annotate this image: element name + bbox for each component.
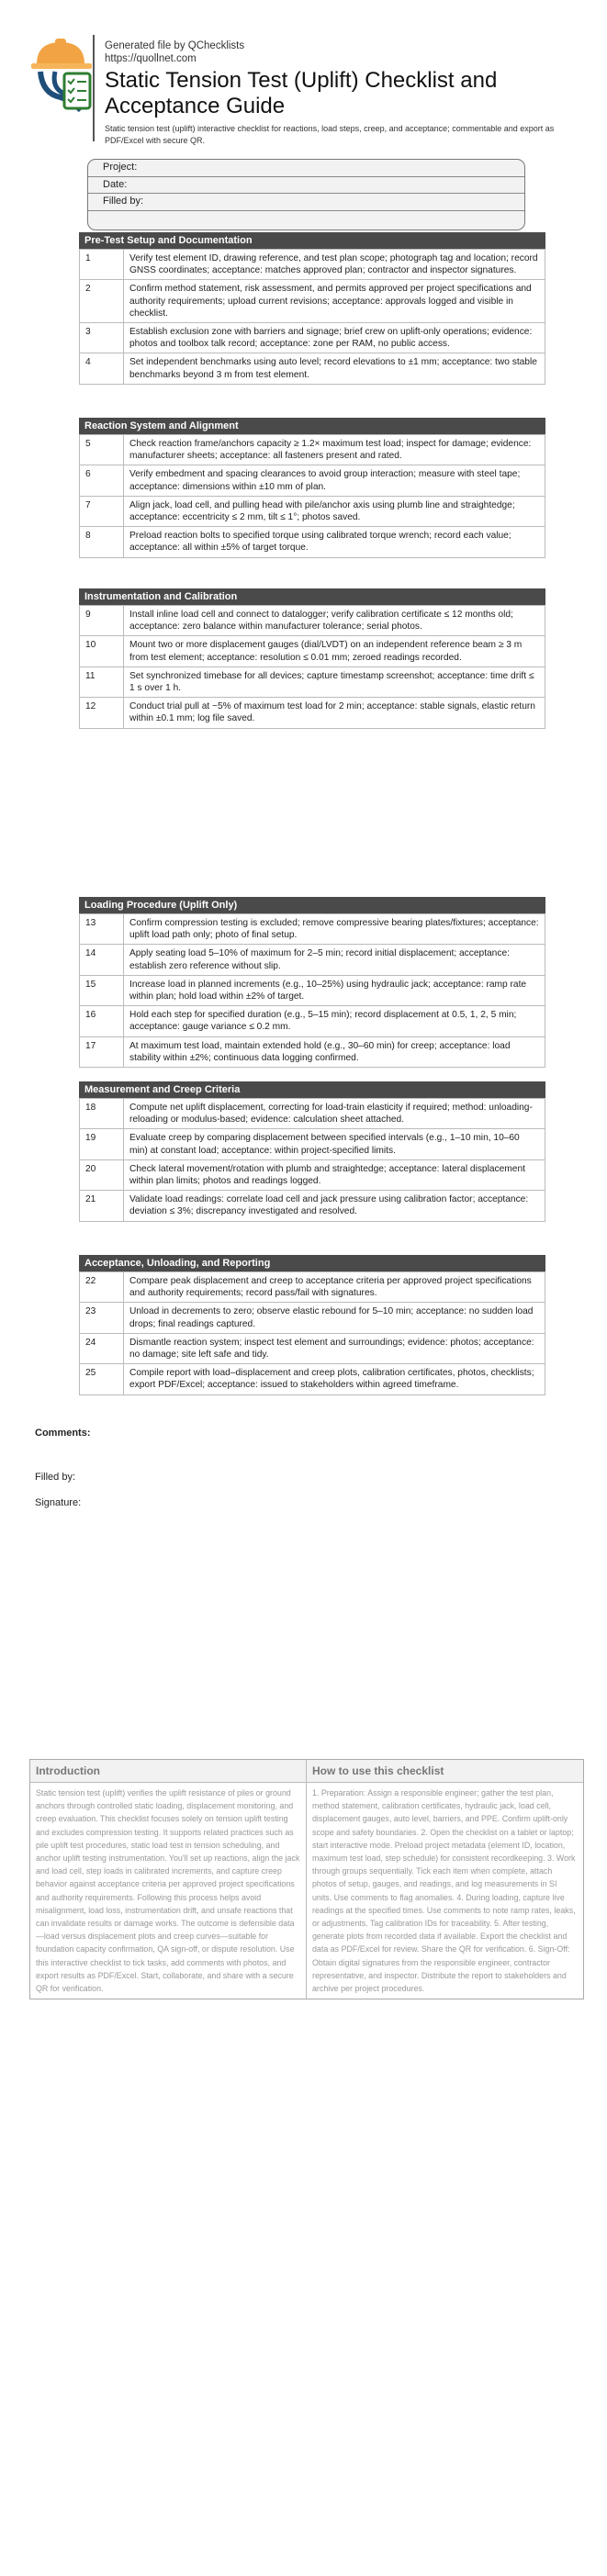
item-text: Check reaction frame/anchors capacity ≥ 1.2× maximum test load; inspect for damage; evidence: manufacturer sheets; acceptance: all fasteners present and rated. [124, 435, 545, 465]
item-number: 22 [80, 1272, 124, 1303]
section-header: Instrumentation and Calibration [79, 588, 545, 605]
item-number: 13 [80, 914, 124, 945]
checklist-section [79, 1081, 545, 1222]
item-text: Validate load readings: correlate load cell and jack pressure using calibration factor; acceptance: deviation ≤ 3%; discrepancy investigated and resolved. [124, 1191, 545, 1221]
item-text: Apply seating load 5–10% of maximum for 2–5 min; record initial displacement; acceptance: establish zero reference without slip. [124, 945, 545, 975]
how-to-use-text: 1. Preparation: Assign a responsible engineer; gather the test plan, method statement, calibration certificates, hydraulic jack, load cell, displacement gauges, auto level, barriers, and PPE. Confirm uplift-only scope and safety boundaries. 2. Open the checklist on a tablet or laptop; start interactive mode. Preload project metadata (element ID, location, maximum test load, step schedule) for consistent recordkeeping. 3. Work through groups sequentially. Tick each item when complete, attach photos of setup, gauges, and readings, and log measurements in SI units. Use comments to flag anomalies. 4. During loading, capture live readings at the specified times. Use comments to note ramp rates, leaks, or adjustments. Tag calibration IDs for traceability. 5. After testing, generate plots from recorded data if available. Export the checklist and data as PDF/Excel for review. Share the QR for verification. 6. Sign-Off: Obtain digital signatures from the responsible engineer, contractor representative, and inspector. Distribute the report to stakeholders and archive per project procedures. [312, 1788, 576, 1994]
item-number: 5 [80, 435, 124, 465]
header-divider [93, 35, 95, 141]
checklist-row[interactable] [80, 250, 545, 280]
checklist-row[interactable] [80, 1099, 545, 1129]
date-field[interactable]: Date: [88, 177, 524, 195]
checklist-row[interactable] [80, 945, 545, 975]
item-number: 18 [80, 1099, 124, 1129]
section-header: Acceptance, Unloading, and Reporting [79, 1255, 545, 1271]
item-text: Set independent benchmarks using auto level; record elevations to ±1 mm; acceptance: two stable benchmarks beyond 3 m from test element. [124, 353, 545, 384]
checklist-row[interactable] [80, 666, 545, 697]
project-field[interactable]: Project: [88, 160, 524, 177]
introduction-text: Static tension test (uplift) verifies the uplift resistance of piles or ground anchors through controlled static loading, displacement monitoring, and creep evaluation. This checklist focuses solely on tension uplift testing and excludes compression testing. It supports related practices such as pile uplift test procedures, static load test in tension scheduling, and anchor uplift testing instrumentation. You'll set up reactions, align the jack and load cell, step loads in calibrated increments, and capture creep behavior against acceptance criteria per approved project specifications and authority requirements. Following this process helps avoid misalignment, load loss, instrumentation drift, and unsafe reactions that can invalidate results or damage works. The outcome is defensible data—load versus displacement plots and creep curves—suitable for foundation capacity confirmation, QA sign-off, or dispute resolution. Use this interactive checklist to tick tasks, add comments with photos, and export results as PDF/Excel. Start, collaborate, and share with a secure QR for verification. [36, 1788, 300, 1994]
page-subtitle: Static tension test (uplift) interactive checklist for reactions, load steps, creep, and acceptance; commentable and export as PDF/Excel with secure QR. [105, 124, 555, 145]
checklist-table [79, 249, 545, 385]
item-number: 2 [80, 280, 124, 323]
checklist-row[interactable] [80, 1303, 545, 1333]
item-text: Preload reaction bolts to specified torque using calibrated torque wrench; record each value; acceptance: all within ±5% of target torque. [124, 527, 545, 557]
how-to-use-column [307, 1760, 583, 1999]
source-link[interactable]: https://quollnet.com [105, 53, 197, 64]
filled-by-field[interactable]: Filled by: [88, 194, 524, 211]
item-number: 23 [80, 1303, 124, 1333]
checklist-table [79, 913, 545, 1068]
item-number: 4 [80, 353, 124, 384]
checklist-row[interactable] [80, 975, 545, 1005]
checklist-table [79, 605, 545, 729]
item-number: 1 [80, 250, 124, 280]
item-number: 16 [80, 1006, 124, 1036]
item-text: Hold each step for specified duration (e.g., 5–15 min); record displacement at 0.5, 1, 2, 5 min; acceptance: gauge variance ≤ 0.2 mm. [124, 1006, 545, 1036]
comments-label: Comments: [35, 1428, 91, 1439]
generated-by-text: Generated file by QChecklists [105, 40, 245, 51]
checklist-table [79, 1098, 545, 1222]
project-info-box [87, 159, 525, 230]
checklist-row[interactable] [80, 280, 545, 323]
document-header [0, 0, 607, 147]
item-number: 24 [80, 1333, 124, 1363]
item-number: 12 [80, 698, 124, 728]
item-number: 10 [80, 636, 124, 666]
item-text: Compare peak displacement and creep to acceptance criteria per approved project specifications and authority requirements; record pass/fail with signatures. [124, 1272, 545, 1303]
item-text: Verify embedment and spacing clearances to avoid group interaction; measure with steel tape; acceptance: dimensions within ±10 mm of plan. [124, 465, 545, 496]
item-text: Evaluate creep by comparing displacement between specified intervals (e.g., 1–10 min, 10–60 min) at constant load; acceptance: within project-specified limits. [124, 1129, 545, 1159]
checklist-row[interactable] [80, 323, 545, 353]
item-number: 19 [80, 1129, 124, 1159]
section-header: Pre-Test Setup and Documentation [79, 232, 545, 249]
checklist-row[interactable] [80, 636, 545, 666]
checklist-row[interactable] [80, 606, 545, 636]
checklist-row[interactable] [80, 698, 545, 728]
page-title: Static Tension Test (Uplift) Checklist and Acceptance Guide [105, 68, 498, 118]
checklist-row[interactable] [80, 1364, 545, 1394]
intro-panel [29, 1759, 584, 1999]
footer-filled-by-label: Filled by: [35, 1472, 76, 1483]
checklist-row[interactable] [80, 1036, 545, 1067]
checklist-row[interactable] [80, 1159, 545, 1190]
checklist-row[interactable] [80, 496, 545, 526]
checklist-row[interactable] [80, 465, 545, 496]
item-text: Confirm compression testing is excluded; remove compressive bearing plates/fixtures; acceptance: uplift load path only; photo of final setup. [124, 914, 545, 945]
checklist-section [79, 1255, 545, 1395]
item-number: 7 [80, 496, 124, 526]
item-text: Set synchronized timebase for all devices; capture timestamp screenshot; acceptance: time drift ≤ 1 s over 1 h. [124, 666, 545, 697]
checklist-row[interactable] [80, 1006, 545, 1036]
item-text: Install inline load cell and connect to datalogger; verify calibration certificate ≤ 12 months old; acceptance: zero balance within manufacturer tolerance; serial photos. [124, 606, 545, 636]
item-number: 21 [80, 1191, 124, 1221]
item-number: 11 [80, 666, 124, 697]
checklist-row[interactable] [80, 435, 545, 465]
checklist-section [79, 418, 545, 558]
section-header: Loading Procedure (Uplift Only) [79, 897, 545, 913]
checklist-section [79, 232, 545, 385]
checklist-row[interactable] [80, 1272, 545, 1303]
section-header: Reaction System and Alignment [79, 418, 545, 434]
item-number: 8 [80, 527, 124, 557]
section-header: Measurement and Creep Criteria [79, 1081, 545, 1098]
item-text: Mount two or more displacement gauges (dial/LVDT) on an independent reference beam ≥ 3 m from test element; acceptance: resolution ≤ 0.01 mm; zeroed readings recorded. [124, 636, 545, 666]
checklist-table [79, 434, 545, 558]
checklist-row[interactable] [80, 353, 545, 384]
item-number: 20 [80, 1159, 124, 1190]
checklist-table [79, 1271, 545, 1395]
checklist-row[interactable] [80, 527, 545, 557]
item-number: 14 [80, 945, 124, 975]
checklist-section [79, 588, 545, 729]
item-number: 15 [80, 975, 124, 1005]
extra-field[interactable] [88, 211, 524, 228]
item-text: Verify test element ID, drawing reference, and test plan scope; photograph tag and location; record GNSS coordinates; acceptance: matches approved plan; contractor and inspector signatures. [124, 250, 545, 280]
introduction-heading: Introduction [30, 1760, 306, 1783]
item-text: Compute net uplift displacement, correcting for load-train elasticity if required; method: unloading-reloading or modulus-based; evidence: calculation sheet attached. [124, 1099, 545, 1129]
checklist-row[interactable] [80, 1191, 545, 1221]
checklist-section [79, 897, 545, 1068]
item-number: 6 [80, 465, 124, 496]
item-text: Increase load in planned increments (e.g., 10–25%) using hydraulic jack; acceptance: ramp rate within plan; hold load within ±2% of target. [124, 975, 545, 1005]
item-text: Align jack, load cell, and pulling head with pile/anchor axis using plumb line and straightedge; acceptance: eccentricity ≤ 2 mm, tilt ≤ 1°; photos saved. [124, 496, 545, 526]
item-text: Conduct trial pull at ~5% of maximum test load for 2 min; acceptance: stable signals, elastic return within ±0.1 mm; log file saved. [124, 698, 545, 728]
signature-label: Signature: [35, 1497, 82, 1508]
item-text: At maximum test load, maintain extended hold (e.g., 30–60 min) for creep; acceptance: load stability within ±2%; continuous data logging confirmed. [124, 1036, 545, 1067]
checklist-row[interactable] [80, 914, 545, 945]
checklist-row[interactable] [80, 1333, 545, 1363]
item-text: Confirm method statement, risk assessment, and permits approved per project specifications and authority requirements; upload current revisions; acceptance: approvals logged and visible in checklist. [124, 280, 545, 323]
item-text: Compile report with load–displacement and creep plots, calibration certificates, photos, checklists; export PDF/Excel; acceptance: issued to stakeholders within agreed timeframe. [124, 1364, 545, 1394]
item-text: Establish exclusion zone with barriers and signage; brief crew on uplift-only operations; evidence: photos and toolbox talk record; acceptance: zone per RAM, no public access. [124, 323, 545, 353]
item-number: 17 [80, 1036, 124, 1067]
item-text: Dismantle reaction system; inspect test element and surroundings; evidence: photos; acceptance: no damage; site left safe and tidy. [124, 1333, 545, 1363]
checklist-row[interactable] [80, 1129, 545, 1159]
introduction-column [30, 1760, 307, 1999]
item-number: 9 [80, 606, 124, 636]
hardhat-checklist-logo-icon [28, 37, 96, 114]
how-to-use-heading: How to use this checklist [307, 1760, 583, 1783]
item-number: 25 [80, 1364, 124, 1394]
item-text: Check lateral movement/rotation with plumb and straightedge; acceptance: lateral displacement within plan limits; photos and readings logged. [124, 1159, 545, 1190]
item-text: Unload in decrements to zero; observe elastic rebound for 5–10 min; acceptance: no sudden load drops; final readings captured. [124, 1303, 545, 1333]
item-number: 3 [80, 323, 124, 353]
